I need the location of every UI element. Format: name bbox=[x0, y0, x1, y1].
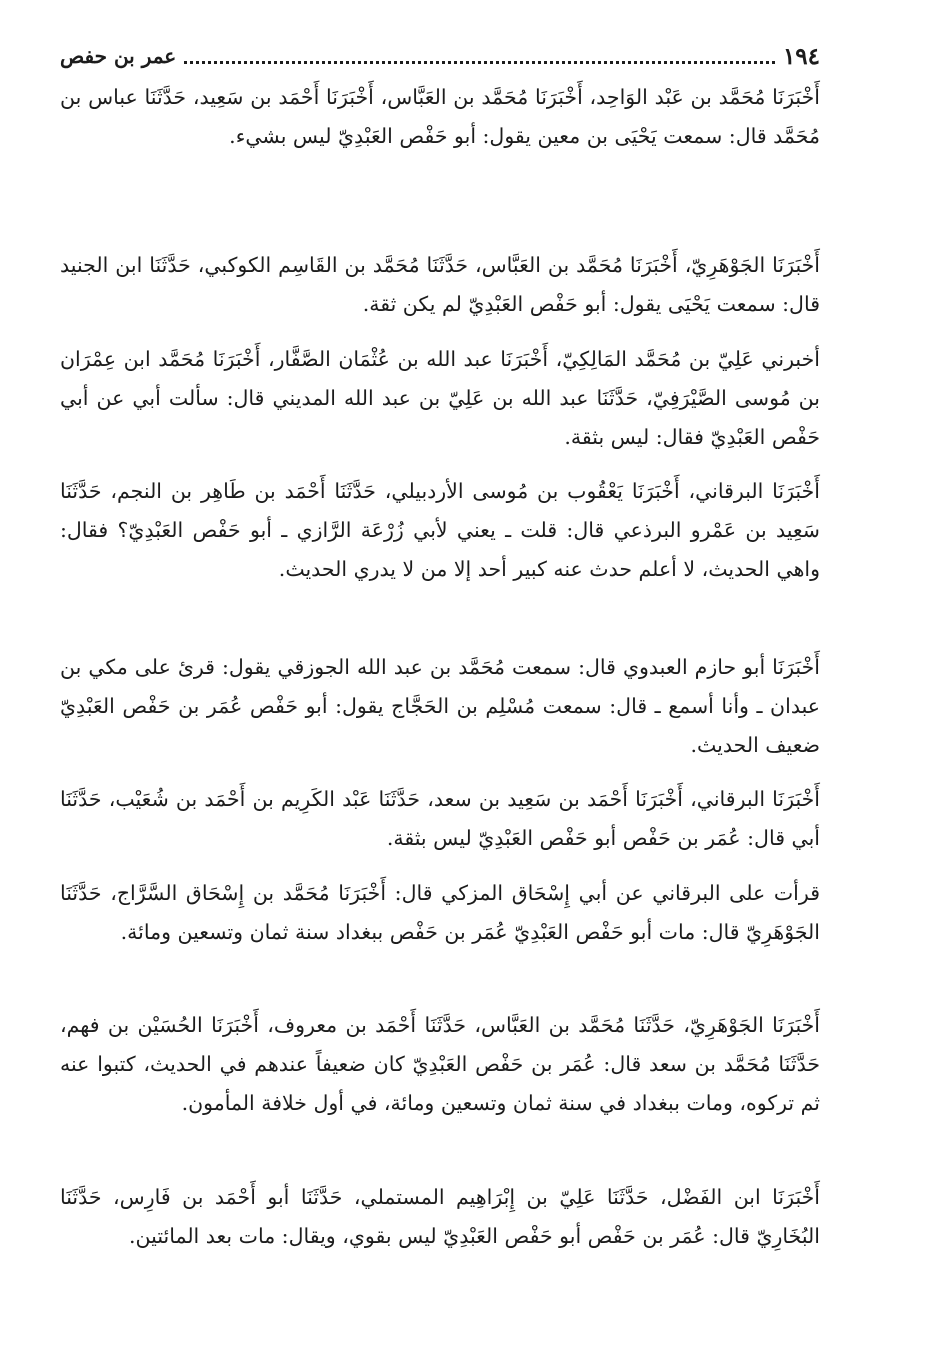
paragraph: أَخْبَرَنَا الجَوْهَرِيّ، أَخْبَرَنَا مُحَمَّد بن العَبَّاس، حَدَّثَنَا مُحَمَّد بن القَاسِم الكوكبي، حَدَّثَنَا ابن الجنيد قال: سمعت يَحْيَى يقول: أبو حَفْص العَبْدِيّ لم يكن ثقة. bbox=[60, 253, 820, 316]
paragraph: قرأت على البرقاني عن أبي إِسْحَاق المزكي قال: أَخْبَرَنَا مُحَمَّد بن إِسْحَاق السَّرَّاج، حَدَّثَنَا الجَوْهَرِيّ قال: مات أبو حَفْص العَبْدِيّ عُمَر بن حَفْص ببغداد سنة ثمان وتسعين ومائة. bbox=[60, 881, 820, 944]
paragraph: أَخْبَرَنَا الجَوْهَرِيّ، حَدَّثَنَا مُحَمَّد بن العَبَّاس، حَدَّثَنَا أَحْمَد بن معروف، أَخْبَرَنَا الحُسَيْن بن فهم، حَدَّثَنَا مُحَمَّد بن سعد قال: عُمَر بن حَفْص العَبْدِيّ كان ضعيفاً عندهم في الحديث، كتبوا عنه ثم تركوه، ومات ببغداد في سنة ثمان وتسعين ومائة، في أول خلافة المأمون. bbox=[60, 1013, 820, 1115]
page-body bbox=[60, 78, 820, 1310]
paragraph: أَخْبَرَنَا البرقاني، أَخْبَرَنَا أَحْمَد بن سَعِيد بن سعد، حَدَّثَنَا عَبْد الكَرِيم بن أَحْمَد بن شُعَيْب، حَدَّثَنَا أبي قال: عُمَر بن حَفْص أبو حَفْص العَبْدِيّ ليس بثقة. bbox=[60, 787, 821, 850]
paragraph: أَخْبَرَنَا أبو حازم العبدوي قال: سمعت مُحَمَّد بن عبد الله الجوزقي يقول: قرئ على مكي بن عبدان ـ وأنا أسمع ـ قال: سمعت مُسْلِم بن الحَجَّاج يقول: أبو حَفْص عُمَر بن حَفْص العَبْدِيّ ضعيف الحديث. bbox=[60, 655, 820, 757]
dotted-leader bbox=[184, 61, 775, 64]
paragraph: أَخْبَرَنَا مُحَمَّد بن عَبْد الوَاحِد، أَخْبَرَنَا مُحَمَّد بن العَبَّاس، أَخْبَرَنَا أَحْمَد بن سَعِيد، حَدَّثَنَا عباس بن مُحَمَّد قال: سمعت يَحْيَى بن معين يقول: أبو حَفْص العَبْدِيّ ليس بشيء. bbox=[60, 85, 820, 148]
paragraph: أخبرني عَلِيّ بن مُحَمَّد المَالِكِيّ، أَخْبَرَنَا عبد الله بن عُثْمَان الصَّفَّار، أَخْبَرَنَا مُحَمَّد ابن عِمْرَان بن مُوسى الصَّيْرَفِيّ، حَدَّثَنَا عبد الله بن عَلِيّ بن عبد الله المديني قال: سألت أبي عن أبي حَفْص العَبْدِيّ فقال: ليس بثقة. bbox=[60, 347, 820, 449]
paragraph: أَخْبَرَنَا البرقاني، أَخْبَرَنَا يَعْقُوب بن مُوسى الأردبيلي، حَدَّثَنَا أَحْمَد بن طَاهِر بن النجم، حَدَّثَنَا سَعِيد بن عَمْرو البرذعي قال: قلت ـ يعني لأبي زُرْعَة الرَّازي ـ أبو حَفْص العَبْدِيّ؟ فقال: واهي الحديث، لا أعلم حدث عنه كبير أحد إلا من لا يدري الحديث. bbox=[60, 479, 820, 581]
page-number: ١٩٤ bbox=[782, 42, 820, 70]
running-title: عمر بن حفص bbox=[60, 44, 177, 68]
paragraph: أَخْبَرَنَا ابن الفَضْل، حَدَّثَنَا عَلِيّ بن إِبْرَاهِيم المستملي، حَدَّثَنَا أبو أَحْمَد بن فَارِس، حَدَّثَنَا البُخَارِيّ قال: عُمَر بن حَفْص أبو حَفْص العَبْدِيّ ليس بقوي، ويقال: مات بعد المائتين. bbox=[60, 1185, 820, 1248]
book-page bbox=[60, 30, 820, 1340]
page-header bbox=[60, 38, 820, 74]
